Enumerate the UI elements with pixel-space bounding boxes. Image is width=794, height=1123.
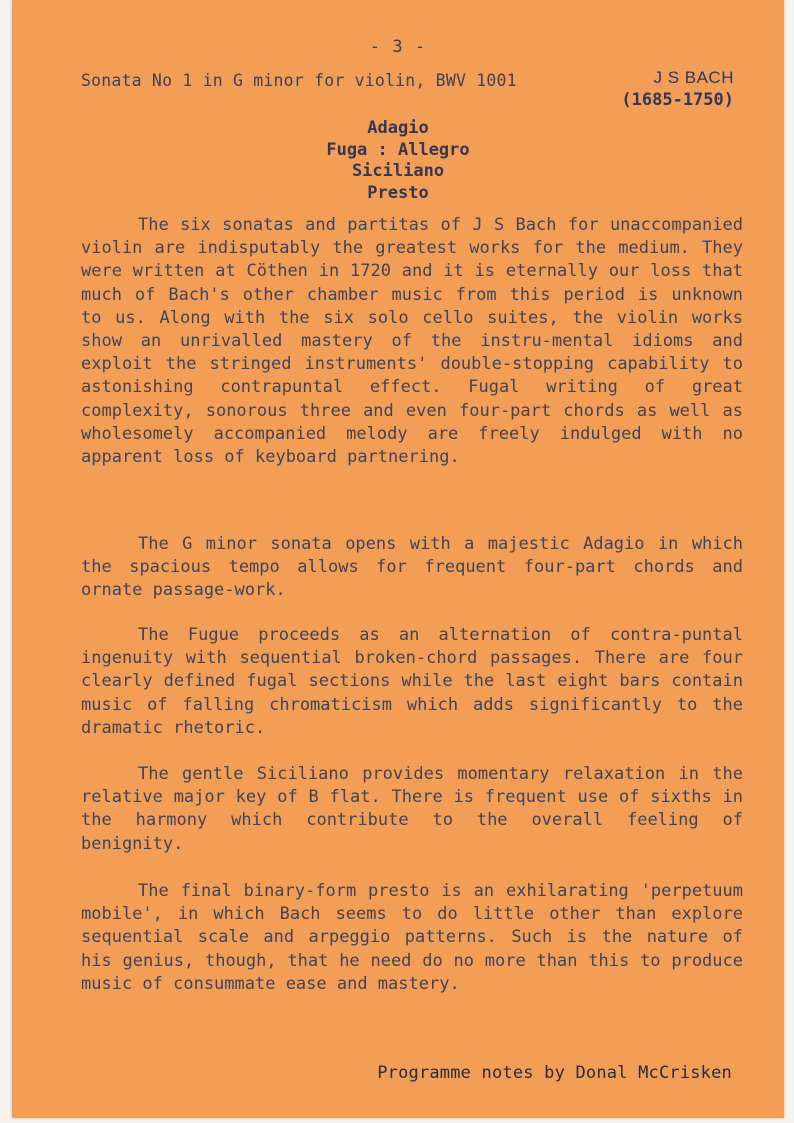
movement-list (12, 118, 784, 204)
fugue-paragraph: The Fugue proceeds as an alternation of contra-puntal ingenuity with sequential broken-chord passages. There are four clearly defined fugal sections while the last eight bars contain music of falling chromaticism which adds significantly to the dramatic rhetoric. (81, 625, 743, 738)
composer-name: J S BACH (653, 68, 734, 87)
composer-block (621, 67, 734, 111)
work-title: Sonata No 1 in G minor for violin, BWV 1001 (81, 71, 517, 90)
movement-title: Fuga : Allegro (326, 139, 470, 160)
presto-paragraph: The final binary-form presto is an exhilarating 'perpetuum mobile', in which Bach seems to do little other than explore sequential scale and arpeggio patterns. Such is the nature of his genius, though, that he need do no more than this to produce music of consummate ease and mastery. (81, 881, 743, 994)
composer-dates: (1685-1750) (621, 90, 734, 110)
programme-notes-credit: Programme notes by Donal McCrisken (377, 1063, 732, 1083)
intro-paragraph: The six sonatas and partitas of J S Bach for unaccompanied violin are indisputably the greatest works for the medium. They were written at Cöthen in 1720 and it is eternally our loss that much of Bach's other chamber music from this period is unknown to us. Along with the six solo cello suites, the violin works show an unrivalled mastery of the instru-mental idioms and exploit the stringed instruments' double-stopping capability to astonishing contrapuntal effect. Fugal writing of great complexity, sonorous three and even four-part chords as well as wholesomely accompanied melody are freely indulged with no apparent loss of keyboard partnering. (81, 215, 743, 468)
page-number: - 3 - (369, 37, 427, 57)
movement-title: Adagio (367, 118, 429, 138)
adagio-paragraph: The G minor sonata opens with a majestic Adagio in which the spacious tempo allows for frequent four-part chords and ornate passage-work. (81, 534, 743, 601)
siciliano-paragraph: The gentle Siciliano provides momentary relaxation in the relative major key of B flat. There is frequent use of sixths in the harmony which contribute to the overall feeling of benignity. (81, 764, 743, 854)
movement-title: Presto (367, 182, 429, 203)
programme-page (12, 0, 784, 1118)
movement-title: Siciliano (351, 161, 445, 181)
